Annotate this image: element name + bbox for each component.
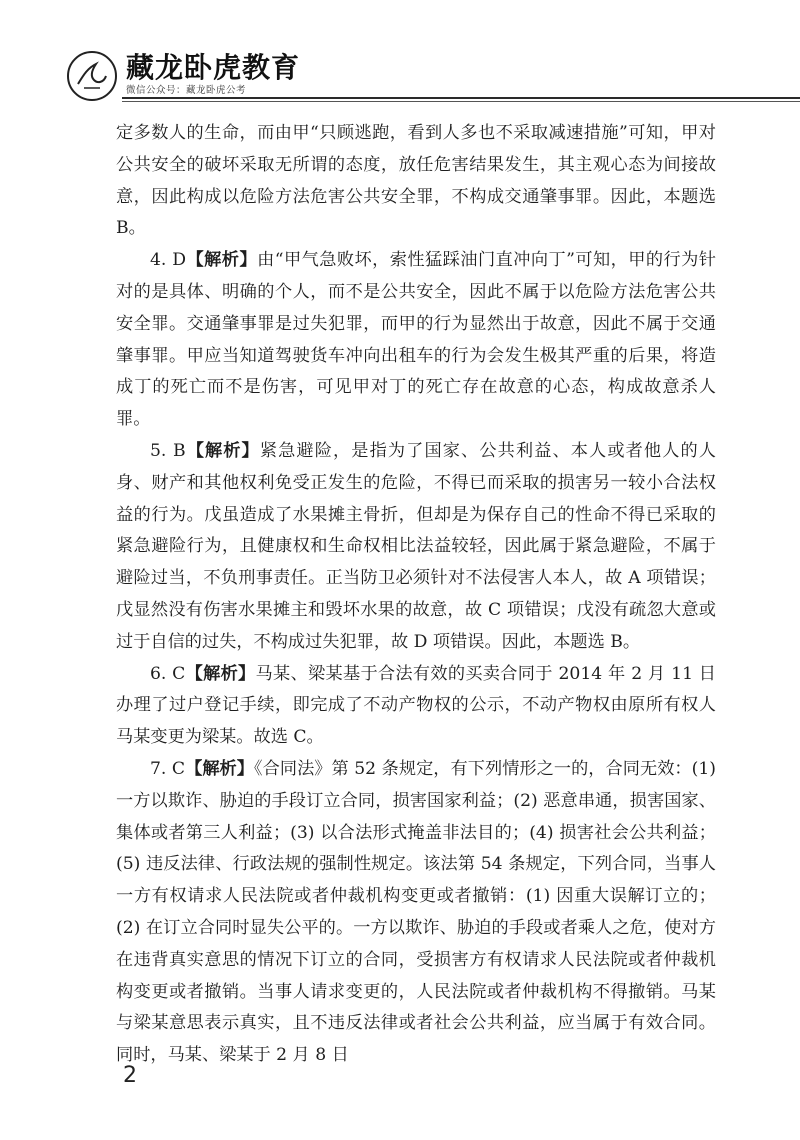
- analysis-tag: 【解析】: [185, 663, 256, 684]
- paragraph-text: 《合同法》第 52 条规定，有下列情形之一的，合同无效：(1) 一方以欺诈、胁迫的手段订立合同，损害国家利益；(2) 恶意串通，损害国家、集体或者第三人利益；(3) 以合法形式掩盖非法目的；(4) 损害社会公共利益；(5) 违反法律、行政法规的强制性规定。该法第 54 条规定，下列合同，当事人一方有权请求人民法院或者仲裁机构变更或者撤销：(1) 因重大误解订立的；(2) 在订立合同时显失公平的。一方以欺诈、胁迫的手段或者乘人之危，使对方在违背真实意思的情况下订立的合同，受损害方有权请求人民法院或者仲裁机构变更或者撤销。当事人请求变更的，人民法院或者仲裁机构不得撤销。马某与梁某意思表示真实，且不违反法律或者社会公共利益，应当属于有效合同。同时，马某、梁某于 2 月 8 日: [116, 758, 716, 1066]
- answer-4: [116, 245, 716, 436]
- analysis-tag: 【解析】: [185, 758, 254, 779]
- answer-number: 7. C: [150, 758, 186, 779]
- answer-number: 4. D: [150, 250, 187, 271]
- answer-number: 5. B: [150, 440, 186, 461]
- answer-6: [116, 659, 716, 754]
- paragraph-text: 定多数人的生命，而由甲“只顾逃跑，看到人多也不采取减速措施”可知，甲对公共安全的破坏采取无所谓的态度，放任危害结果发生，其主观心态为间接故意，因此构成以危险方法危害公共安全罪，不构成交通肇事罪。因此，本题选 B。: [116, 123, 716, 239]
- page-number: 2: [123, 1063, 137, 1088]
- brand-name: 藏龙卧虎教育: [126, 51, 301, 84]
- answer-number: 6. C: [150, 663, 186, 684]
- document-body: [116, 118, 716, 1072]
- header-divider: [122, 97, 800, 99]
- logo-icon: [66, 50, 118, 102]
- page-header: [0, 0, 800, 100]
- paragraph-text: 紧急避险，是指为了国家、公共利益、本人或者他人的人身、财产和其他权利免受正发生的危险，不得已而采取的损害另一较小合法权益的行为。戊虽造成了水果摊主骨折，但却是为保存自己的性命不得已采取的紧急避险行为，且健康权和生命权相比法益较轻，因此属于紧急避险，不属于避险过当，不负刑事责任。正当防卫必须针对不法侵害人本人，故 A 项错误；戊显然没有伤害水果摊主和毁坏水果的故意，故 C 项错误；戊没有疏忽大意或过于自信的过失，不构成过失犯罪，故 D 项错误。因此，本题选 B。: [116, 440, 716, 652]
- analysis-tag: 【解析】: [185, 440, 260, 461]
- brand-subtitle: 微信公众号：藏龙卧虎公考: [126, 85, 247, 96]
- answer-7: [116, 754, 716, 1072]
- answer-5: [116, 436, 716, 659]
- analysis-tag: 【解析】: [186, 250, 258, 271]
- header-divider-thin: [122, 101, 800, 102]
- paragraph-text: 由“甲气急败坏，索性猛踩油门直冲向丁”可知，甲的行为针对的是具体、明确的个人，而不是公共安全，因此不属于以危险方法危害公共安全罪。交通肇事罪是过失犯罪，而甲的行为显然出于故意，因此不属于交通肇事罪。甲应当知道驾驶货车冲向出租车的行为会发生极其严重的后果，将造成丁的死亡而不是伤害，可见甲对丁的死亡存在故意的心态，构成故意杀人罪。: [116, 250, 716, 430]
- paragraph-continuation: [116, 118, 716, 245]
- paragraph-text: 马某、梁某基于合法有效的买卖合同于 2014 年 2 月 11 日办理了过户登记手续，即完成了不动产物权的公示，不动产物权由原所有权人马某变更为梁某。故选 C。: [116, 663, 716, 748]
